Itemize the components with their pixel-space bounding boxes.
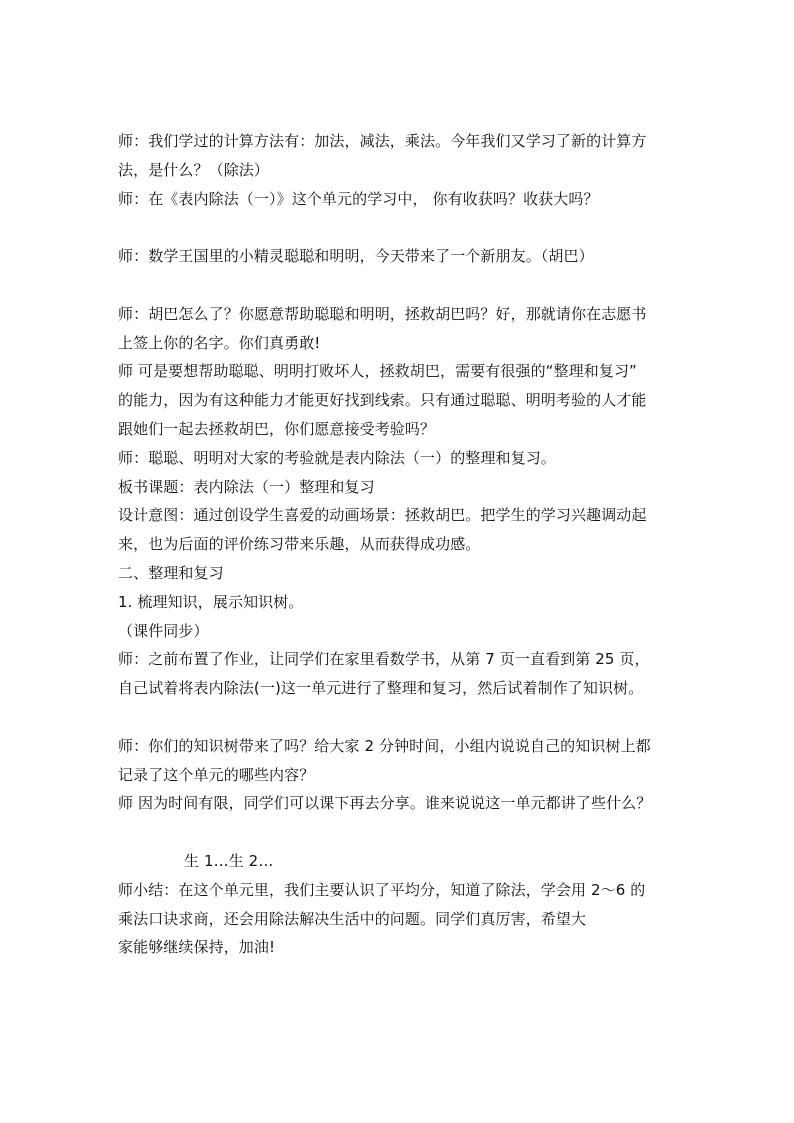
section-heading: 二、整理和复习: [118, 563, 224, 582]
text-line: 设计意图：通过创设学生喜爱的动画场景：拯救胡巴。把学生的学习兴趣调动起: [118, 506, 647, 525]
text-line: 师小结：在这个单元里，我们主要认识了平均分，知道了除法，学会用 2～6 的: [118, 880, 646, 899]
text-line: 家能够继续保持，加油!: [118, 938, 276, 957]
text-line: 的能力，因为有这种能力才能更好找到线索。只有通过聪聪、明明考验的人才能: [118, 391, 647, 410]
text-line: 师：聪聪、明明对大家的考验就是表内除法（一）的整理和复习。: [118, 448, 556, 467]
text-line: 来，也为后面的评价练习带来乐趣，从而获得成功感。: [118, 535, 481, 554]
text-line: 上签上你的名字。你们真勇敢!: [118, 333, 321, 352]
text-line: 师 因为时间有限，同学们可以课下再去分享。谁来说说这一单元都讲了些什么？: [118, 794, 652, 813]
blank-line: [118, 213, 683, 242]
text-line: 乘法口诀求商，还会用除法解决生活中的问题。同学们真厉害，希望大: [118, 909, 587, 928]
text-line: 法，是什么？（除法）: [118, 160, 270, 179]
text-line: 师：你们的知识树带来了吗？给大家 2 分钟时间，小组内说说自己的知识树上都: [118, 736, 651, 755]
text-line: 板书课题：表内除法（一）整理和复习: [118, 477, 375, 496]
text-line: 记录了这个单元的哪些内容？: [118, 765, 315, 784]
blank-line: [118, 703, 683, 732]
blank-line: [118, 271, 683, 300]
numbered-item: 1. 梳理知识，展示知识树。: [118, 592, 304, 611]
text-line: 师：我们学过的计算方法有：加法，减法，乘法。今年我们又学习了新的计算方: [118, 132, 647, 150]
text-line: 师：胡巴怎么了？你愿意帮助聪聪和明明，拯救胡巴吗？好，那就请你在志愿书: [118, 304, 647, 323]
text-line: 师：数学王国里的小精灵聪聪和明明，今天带来了一个新朋友。（胡巴）: [118, 247, 594, 266]
text-line: 师：在《表内除法（一）》这个单元的学习中， 你有收获吗？收获大吗？: [118, 189, 599, 208]
document-body: [118, 127, 683, 962]
text-line: 师：之前布置了作业，让同学们在家里看数学书，从第 7 页一直看到第 25 页，: [118, 650, 650, 669]
text-line: 自己试着将表内除法(一)这一单元进行了整理和复习，然后试着制作了知识树。: [118, 679, 644, 698]
student-responses: 生 1…生 2…: [184, 851, 274, 870]
text-line: 跟她们一起去拯救胡巴，你们愿意接受考验吗？: [118, 419, 436, 438]
text-line: （课件同步）: [118, 621, 209, 640]
blank-line: [118, 818, 683, 847]
text-line: 师 可是要想帮助聪聪、明明打败坏人，拯救胡巴，需要有很强的“整理和复习”: [118, 362, 637, 381]
